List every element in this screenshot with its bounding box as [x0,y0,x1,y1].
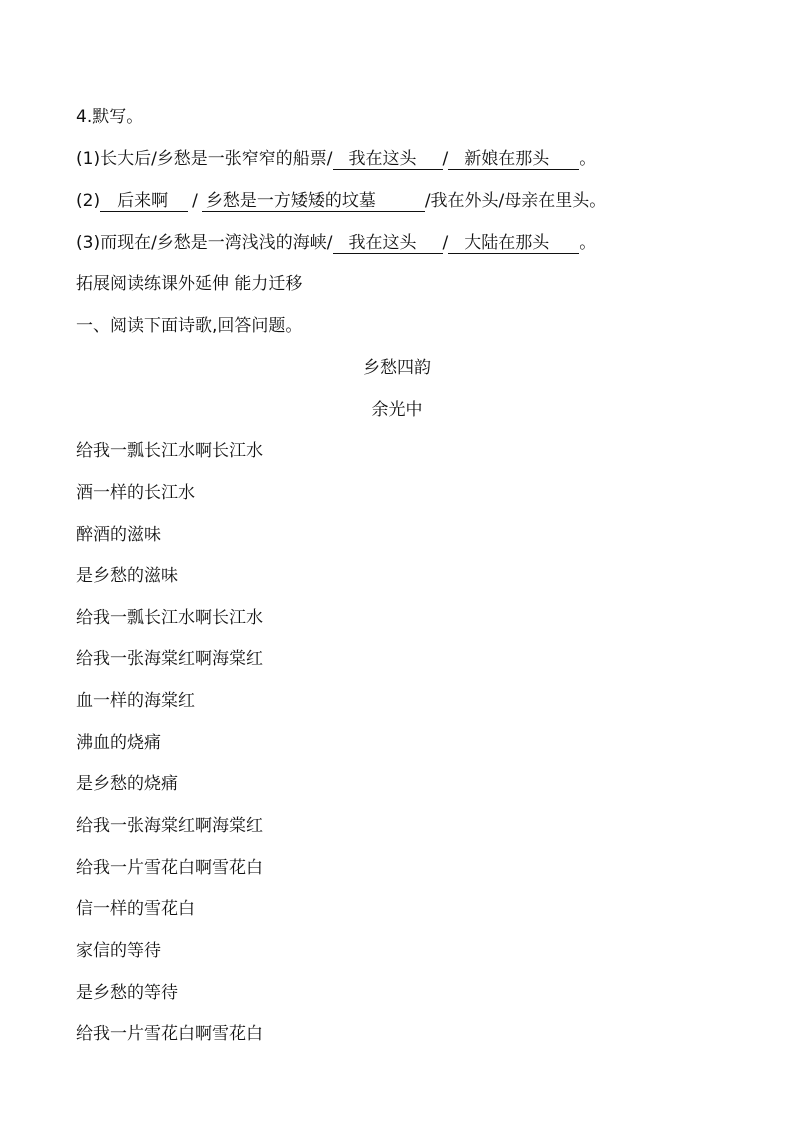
poem-line: 给我一张海棠红啊海棠红 [76,649,263,669]
poem-line: 酒一样的长江水 [76,483,195,503]
poem-line: 给我一片雪花白啊雪花白 [76,858,263,878]
q3-answer-1: 我在这头 [333,233,443,254]
poem-line: 给我一瓢长江水啊长江水 [76,608,263,628]
q2-answer-1: 后来啊 [100,191,188,212]
poem-line: 是乡愁的等待 [76,983,178,1003]
question-1 [76,148,596,170]
poem-line: 给我一张海棠红啊海棠红 [76,816,263,836]
poem-line: 血一样的海棠红 [76,691,195,711]
question-2 [76,190,606,212]
q3-suffix: 。 [579,233,597,253]
poem-line: 醉酒的滋味 [76,525,161,545]
q3-answer-2: 大陆在那头 [448,233,579,254]
section-title: 拓展阅读练课外延伸 能力迁移 [76,274,303,294]
poem-line: 信一样的雪花白 [76,899,195,919]
poem-line: 家信的等待 [76,941,161,961]
q2-prefix: (2) [76,191,101,211]
q2-answer-2: 乡愁是一方矮矮的坟墓 [202,191,425,212]
q1-suffix: 。 [579,149,597,169]
q1-separator: / [442,149,449,169]
poem-line: 是乡愁的烧痛 [76,774,178,794]
poem-line: 沸血的烧痛 [76,733,161,753]
question-3 [76,232,596,254]
section-instruction: 一、阅读下面诗歌,回答问题。 [76,316,303,336]
q1-prefix: (1)长大后/乡愁是一张窄窄的船票/ [76,149,333,169]
poem-line: 给我一片雪花白啊雪花白 [76,1024,263,1044]
poem-line: 是乡愁的滋味 [76,566,178,586]
poem-line: 给我一瓢长江水啊长江水 [76,441,263,461]
q3-prefix: (3)而现在/乡愁是一湾浅浅的海峡/ [76,233,333,253]
q2-separator: / [192,191,198,211]
poem-author: 余光中 [371,400,423,420]
q1-answer-2: 新娘在那头 [448,149,579,170]
exercise-heading: 4.默写。 [76,107,144,127]
q1-answer-1: 我在这头 [333,149,443,170]
q3-separator: / [442,233,449,253]
poem-title: 乡愁四韵 [363,358,431,378]
q2-suffix: /我在外头/母亲在里头。 [424,191,607,211]
